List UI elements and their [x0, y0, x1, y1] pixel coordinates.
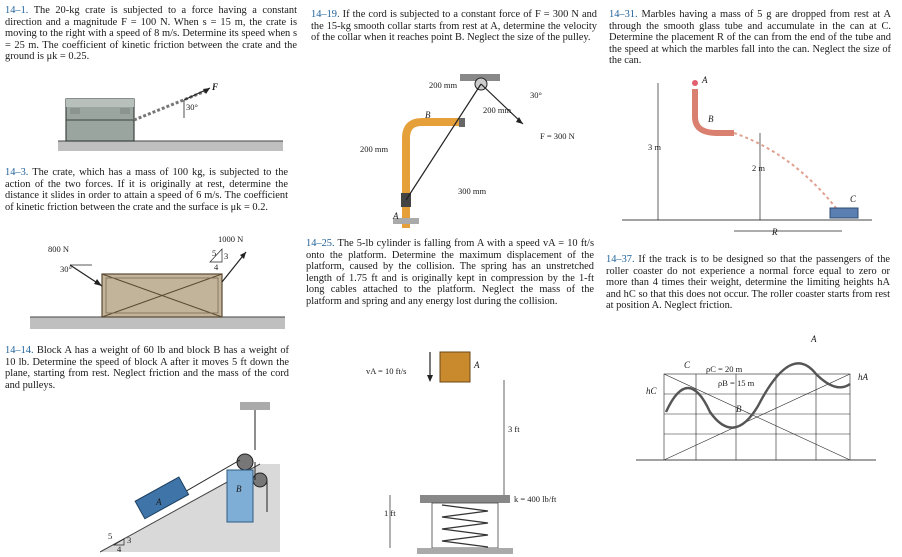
label-c: C	[684, 360, 691, 370]
marble-a	[692, 80, 698, 86]
track	[666, 363, 850, 427]
ratio-4: 4	[214, 262, 219, 272]
ratio-4: 4	[117, 544, 122, 554]
label-r: R	[772, 227, 778, 237]
figure-14-1	[58, 78, 288, 158]
figure-14-31	[622, 73, 892, 243]
trajectory	[734, 133, 836, 208]
problem-number: 14–14.	[5, 345, 34, 356]
ratio-5: 5	[108, 531, 113, 541]
problem-14-19	[311, 9, 597, 44]
ratio-3: 3	[224, 251, 229, 261]
dim-200-side: 200 mm	[483, 105, 512, 115]
label-c: C	[850, 194, 857, 204]
problem-text: Block A has a weight of 60 lb and block B has a weight of 10 lb. Determine the speed of block A after it moves 5 ft down the plane, starting from rest. Neglect friction and the mass of the cord and pulleys.	[5, 345, 289, 391]
cord	[406, 84, 481, 200]
dim-2m: 2 m	[752, 163, 765, 173]
problem-text: The 20-kg crate is subjected to a force having a constant direction and a magnitude F = 100 N. When s = 15 m, the crate is moving to the right with a speed of 8 m/s. Determine its speed when s = 25 m. The coefficient of kinetic friction between the crate and the ground is μk = 0.25.	[5, 5, 297, 63]
tube	[695, 89, 734, 133]
force-1000-label: 1000 N	[218, 234, 244, 244]
problem-number: 14–25.	[306, 238, 335, 249]
problem-14-25	[306, 238, 594, 308]
height-c: hC	[646, 386, 657, 396]
problem-text: The crate, which has a mass of 100 kg, is subjected to the action of the two forces. If it is originally at rest, determine the distance it slides in order to attain a speed of 6 m/s. The coefficient of kinetic friction between the crate and the surface is μk = 0.2.	[5, 167, 288, 213]
cylinder	[440, 352, 470, 382]
figure-14-37	[636, 334, 894, 552]
label-a: A	[156, 497, 162, 507]
force-label: F	[212, 82, 219, 92]
problem-14-1	[5, 5, 297, 63]
dim-3m: 3 m	[648, 142, 661, 152]
ground	[30, 317, 285, 329]
platform	[420, 495, 510, 503]
radius-b: ρB = 15 m	[718, 378, 755, 388]
pulley-upper	[237, 454, 253, 470]
problem-text: If the track is to be designed so that the passengers of the roller coaster do not experience a normal force equal to zero or more than 4 times their weight, determine the limiting heights hA and hC so that this does not occur. The roller coaster starts from rest at position A. Neglect friction.	[606, 254, 890, 312]
problem-14-14	[5, 345, 289, 391]
truss	[664, 374, 850, 460]
figure-14-14	[100, 402, 290, 554]
problem-number: 14–37.	[606, 254, 635, 265]
problem-number: 14–1.	[5, 5, 29, 16]
height-a: hA	[858, 372, 868, 382]
ratio-3: 3	[127, 535, 132, 545]
block-b	[227, 470, 253, 522]
spring-label: k = 400 lb/ft	[514, 494, 557, 504]
problem-14-3	[5, 167, 288, 213]
angle-label: 30°	[530, 90, 542, 100]
ratio-5: 5	[212, 248, 217, 258]
label-b: B	[425, 110, 431, 120]
problem-text: Marbles having a mass of 5 g are dropped from rest at A through the smooth glass tube and accumulate in the can at C. Determine the placement R of the can from the end of the tube and the speed at which the marbles fall into the can. Neglect the size of the can.	[609, 9, 891, 67]
label-b: B	[236, 484, 242, 494]
label-b: B	[736, 404, 742, 414]
problem-text: If the cord is subjected to a constant force of F = 300 N and the 15-kg smooth collar starts from rest at A, determine the velocity of the collar when it reaches point B. Neglect the size of the pulley.	[311, 9, 597, 44]
angle-label: 30°	[186, 102, 198, 112]
can-c	[830, 208, 858, 218]
problem-number: 14–31.	[609, 9, 638, 20]
label-a: A	[811, 334, 817, 344]
label-a: A	[393, 211, 399, 221]
figure-14-19	[355, 68, 600, 233]
problem-number: 14–19.	[311, 9, 340, 20]
dim-200-left: 200 mm	[360, 144, 389, 154]
ground	[58, 141, 283, 151]
dim-200-top: 200 mm	[429, 80, 458, 90]
figure-14-25	[362, 330, 602, 555]
radius-c: ρC = 20 m	[706, 364, 743, 374]
problem-14-37	[606, 254, 890, 312]
label-a: A	[474, 360, 480, 370]
label-b: B	[708, 114, 714, 124]
dim-3ft: 3 ft	[508, 424, 520, 434]
dim-300: 300 mm	[458, 186, 487, 196]
velocity-label: vA = 10 ft/s	[366, 366, 407, 376]
bent-rod	[406, 122, 459, 228]
dim-1ft: 1 ft	[384, 508, 396, 518]
problem-text: The 5-lb cylinder is falling from A with a speed vA = 10 ft/s onto the platform. Determine the maximum displacement of the platform, caused by the collision. The spring has an unstretched length of 1.75 ft and is originally kept in compression by the 1-ft long cables attached to the platform. Neglect the mass of the platform and spring and any energy lost during the collision.	[306, 238, 594, 307]
spring	[442, 505, 488, 547]
problem-number: 14–3.	[5, 167, 29, 178]
angle-label: 30°	[60, 264, 72, 274]
force-label: F = 300 N	[540, 131, 575, 141]
label-a: A	[702, 75, 708, 85]
problem-14-31	[609, 9, 891, 67]
figure-14-3	[30, 232, 285, 342]
force-800-label: 800 N	[48, 244, 70, 254]
